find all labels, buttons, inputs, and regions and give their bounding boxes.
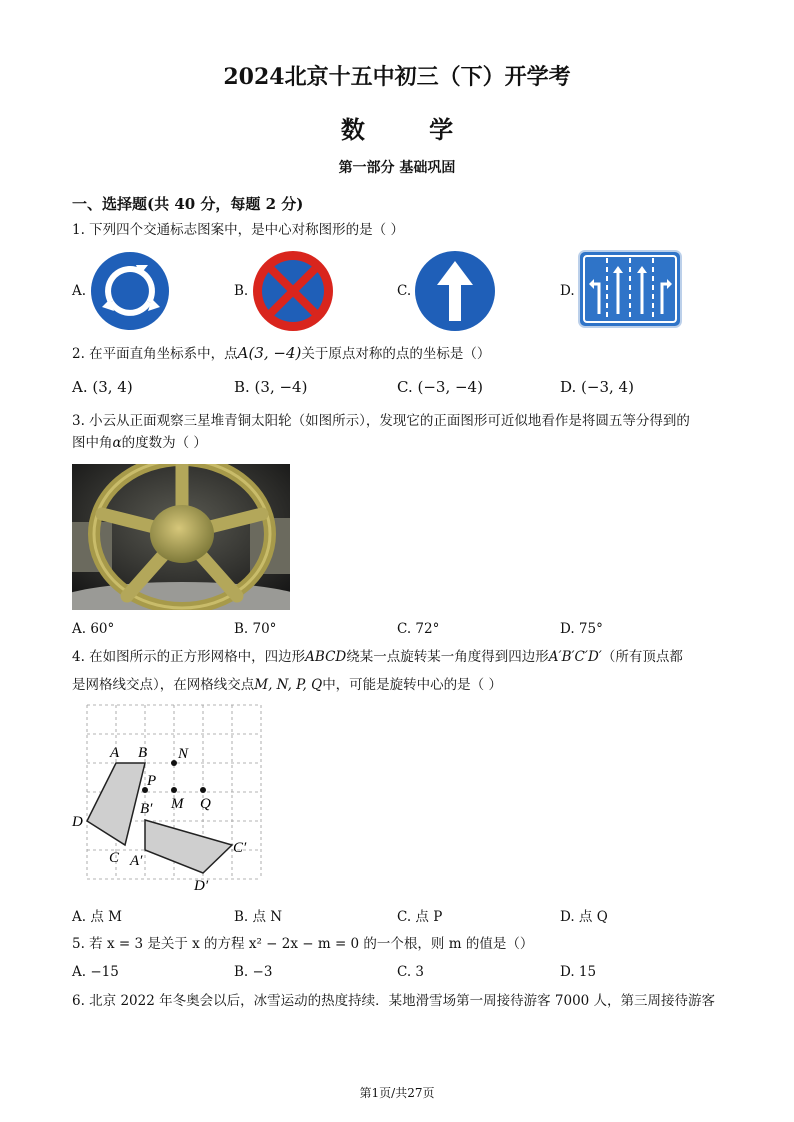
- label-C: C: [109, 850, 120, 866]
- q3-option-d: D. 75°: [560, 621, 603, 637]
- label-M: M: [171, 796, 184, 812]
- q5-option-a: A. −15: [72, 964, 119, 980]
- q1-option-a: A.: [72, 283, 87, 299]
- q5-option-c: C. 3: [397, 964, 425, 980]
- q5-option-d: D. 15: [560, 964, 597, 980]
- q1-option-d: D.: [560, 283, 575, 299]
- straight-ahead-sign-icon: [413, 249, 497, 333]
- label-C-prime: C′: [233, 840, 247, 856]
- label-A-prime: A′: [130, 853, 143, 869]
- q3-option-b: B. 70°: [234, 621, 277, 637]
- q3-option-a: A. 60°: [72, 621, 115, 637]
- label-D-prime: D′: [194, 878, 209, 894]
- part-heading: 第一部分 基础巩固: [338, 160, 456, 176]
- q1-option-c: C.: [397, 283, 412, 299]
- q4-option-c: C. 点 P: [397, 909, 443, 925]
- roundabout-sign-icon: [88, 249, 172, 333]
- label-B-prime: B′: [140, 801, 153, 817]
- rotation-grid-figure: [70, 700, 270, 900]
- label-B: B: [138, 745, 148, 761]
- no-stopping-sign-icon: [251, 249, 335, 333]
- question-2-stem: 2. 在平面直角坐标系中，点A(3, −4)关于原点对称的点的坐标是（）: [72, 344, 491, 362]
- question-1-stem: 1. 下列四个交通标志图案中，是中心对称图形的是（ ）: [72, 222, 404, 238]
- q3-option-c: C. 72°: [397, 621, 440, 637]
- label-Q: Q: [200, 796, 211, 812]
- q4-option-b: B. 点 N: [234, 909, 283, 925]
- question-6-stem: 6. 北京 2022 年冬奥会以后，冰雪运动的热度持续．某地滑雪场第一周接待游客 7000 人，第三周接待游客: [72, 993, 716, 1009]
- q5-option-b: B. −3: [234, 964, 273, 980]
- page-number: 第1页/共27页: [359, 1086, 435, 1100]
- label-N: N: [178, 746, 189, 762]
- page-title: 2024北京十五中初三（下）开学考: [223, 64, 571, 90]
- label-P: P: [147, 773, 157, 789]
- label-A: A: [110, 745, 120, 761]
- question-3-stem: 3. 小云从正面观察三星堆青铜太阳轮（如图所示），发现它的正面图形可近似地看作是将圆五等分得到的 图中角α的度数为（ ）: [72, 413, 690, 451]
- q2-option-b: B. (3, −4): [234, 378, 308, 396]
- q2-option-c: C. (−3, −4): [397, 378, 483, 396]
- q2-option-a: A. (3, 4): [72, 378, 133, 396]
- q4-option-a: A. 点 M: [72, 909, 122, 925]
- label-D: D: [72, 814, 83, 830]
- question-5-stem: 5. 若 x = 3 是关于 x 的方程 x² − 2x − m = 0 的一个根，则 m 的值是（）: [72, 936, 534, 952]
- q1-option-b: B.: [234, 283, 249, 299]
- section-heading: 一、选择题(共 40 分，每题 2 分): [72, 195, 304, 213]
- question-4-stem: 4. 在如图所示的正方形网格中，四边形ABCD绕某一点旋转某一角度得到四边形A′B′C′D′（所有顶点都 是网格线交点），在网格线交点M, N, P, Q中，可能是旋转中心的是（ ）: [72, 649, 683, 693]
- subject-heading: 数 学: [340, 115, 482, 144]
- lane-direction-sign-icon: [578, 250, 682, 328]
- q4-option-d: D. 点 Q: [560, 909, 608, 925]
- q2-option-d: D. (−3, 4): [560, 378, 634, 396]
- sun-wheel-photo: [72, 464, 290, 610]
